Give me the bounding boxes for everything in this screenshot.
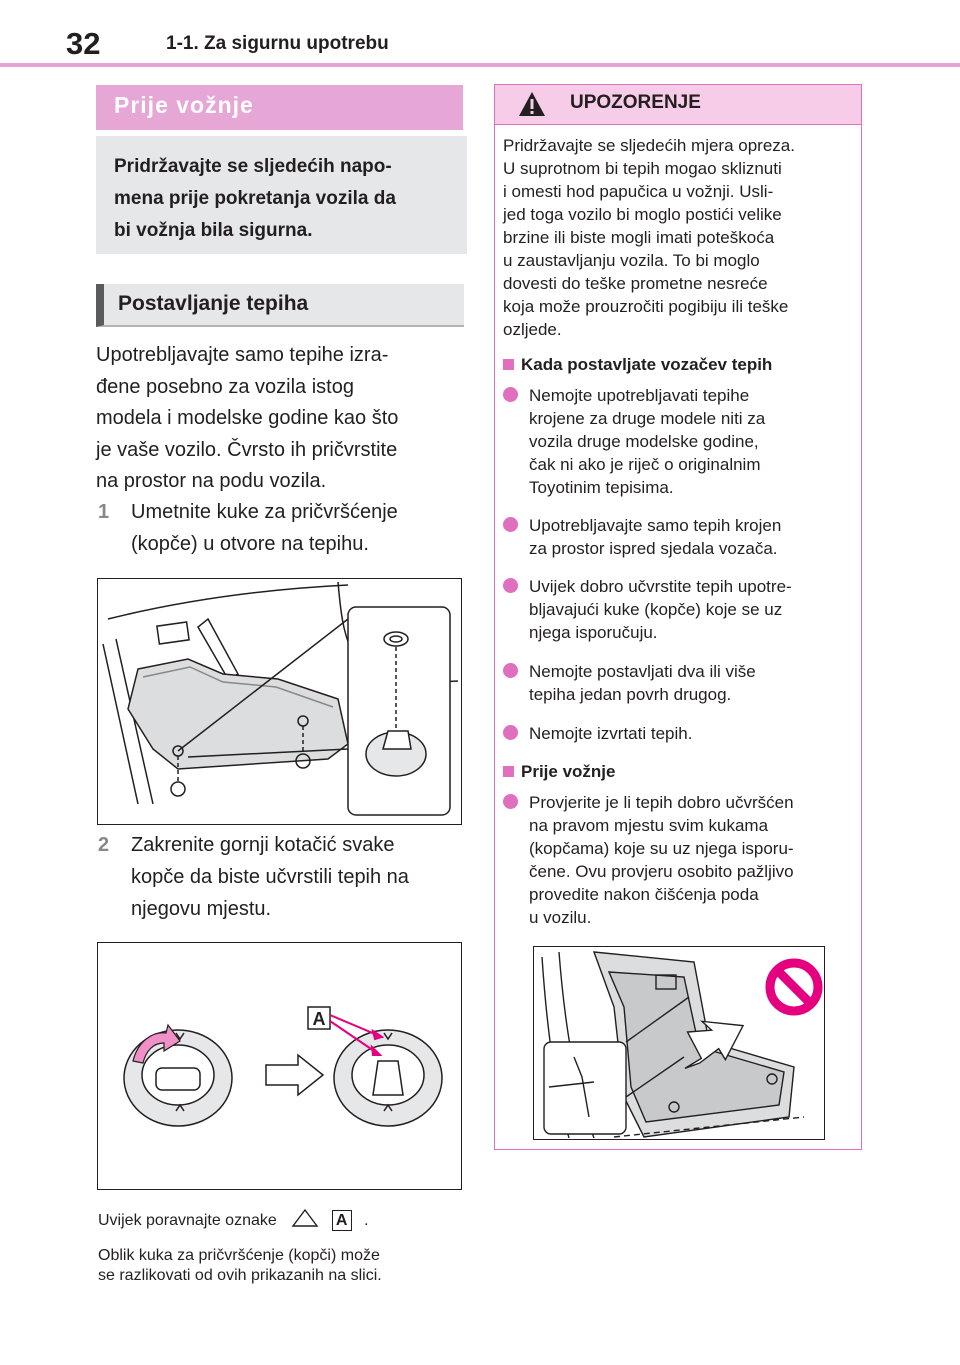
- caption-text: Uvijek poravnajte oznake: [98, 1212, 277, 1229]
- warning-item: [503, 660, 855, 708]
- warning-item: [503, 722, 855, 746]
- body-paragraph: Upotrebljavajte samo tepihe izra- đene posebno za vozila istog modela i modelske godine kao što je vaše vozilo. Čvrsto ih pričvrstite na prostor na podu vozila.: [96, 344, 399, 492]
- figure-label-a: A: [312, 1009, 326, 1029]
- carpet-hook-drawing: [98, 579, 460, 823]
- intro-box: [96, 136, 467, 254]
- round-bullet-icon: [503, 578, 518, 593]
- carpet-hook-illustration: [97, 578, 462, 825]
- step-number: 2: [98, 834, 110, 856]
- warning-title: UPOZORENJE: [570, 92, 701, 113]
- label-a-box: A: [332, 1210, 352, 1231]
- round-bullet-icon: [503, 387, 518, 402]
- section-title: 1-1. Za sigurnu upotrebu: [166, 33, 389, 54]
- warning-header: [494, 84, 862, 125]
- warning-item-text: Nemojte postavljati dva ili više tepiha jedan povrh drugog.: [529, 662, 756, 704]
- square-bullet-icon: [503, 359, 514, 370]
- warning-triangle-icon: [517, 90, 547, 118]
- section-heading: [96, 85, 463, 130]
- step-2: [98, 829, 470, 927]
- warning-intro: Pridržavajte se sljedećih mjera opreza. U suprotnom bi tepih mogao skliznuti i omesti hod papučica u vožnji. Usli- jed toga vozilo bi moglo postići velike brzine ili biste mogli imati poteškoća u zaustavljanju vozila. To bi moglo dovesti do teške prometne nesreće koja može prouzročiti pogibiju ili teške ozljede.: [503, 136, 795, 339]
- warning-item-text: Provjerite je li tepih dobro učvršćen na pravom mjestu svim kukama (kopčama) koje su uz njega isporu- čene. Ovu provjeru osobito pažljivo provedite nakon čišćenja poda u vozilu.: [529, 793, 794, 927]
- clip-rotation-illustration: [97, 942, 462, 1190]
- caption-period: .: [364, 1212, 369, 1229]
- warning-section-2: [503, 762, 855, 786]
- round-bullet-icon: [503, 663, 518, 678]
- warning-section-1: [503, 355, 855, 379]
- step-text: Zakrenite gornji kotačić svake kopče da biste učvrstili tepih na njegovu mjestu.: [131, 834, 409, 920]
- section-heading-text: Prije vožnje: [114, 92, 254, 118]
- warning-item-text: Uvijek dobro učvrstite tepih upotre- bljavajući kuke (kopče) koje se uz njega isporučuju.: [529, 577, 792, 642]
- warning-item-text: Nemojte izvrtati tepih.: [529, 724, 693, 743]
- warning-item-text: Upotrebljavajte samo tepih krojen za prostor ispred sjedala vozača.: [529, 516, 782, 558]
- caption-alignment: [98, 1208, 470, 1234]
- step-1: [98, 496, 470, 562]
- round-bullet-icon: [503, 794, 518, 809]
- header-divider: [0, 63, 960, 67]
- step-number: 1: [98, 501, 110, 523]
- subheading-text: Postavljanje tepiha: [118, 292, 309, 315]
- warning-section-1-title: Kada postavljate vozačev tepih: [521, 355, 773, 374]
- subheading: [96, 284, 464, 327]
- step-text: Umetnite kuke za pričvršćenje (kopče) u otvore na tepihu.: [131, 501, 398, 555]
- warning-item: [503, 384, 855, 502]
- warning-item: [503, 575, 855, 645]
- square-bullet-icon: [503, 766, 514, 777]
- prohibited-carpet-drawing: [534, 947, 823, 1138]
- round-bullet-icon: [503, 725, 518, 740]
- triangle-mark-icon: [291, 1208, 319, 1228]
- warning-item: [503, 791, 855, 931]
- page-number: 32: [66, 26, 101, 61]
- warning-item-text: Nemojte upotrebljavati tepihe krojene za druge modele niti za vozila druge modelske godine, čak ni ako je riječ o originalnim Toyotinim tepisima.: [529, 386, 766, 497]
- clip-rotation-drawing: [98, 943, 460, 1188]
- prohibited-carpet-illustration: [533, 946, 825, 1140]
- round-bullet-icon: [503, 517, 518, 532]
- warning-item: [503, 514, 855, 562]
- caption-shape-note: Oblik kuka za pričvršćenje (kopči) može se razlikovati od ovih prikazanih na slici.: [98, 1247, 382, 1284]
- intro-text: Pridržavajte se sljedećih napo- mena prije pokretanja vozila da bi vožnja bila sigurna.: [114, 156, 396, 241]
- prohibited-icon: [770, 963, 818, 1011]
- warning-section-2-title: Prije vožnje: [521, 762, 616, 781]
